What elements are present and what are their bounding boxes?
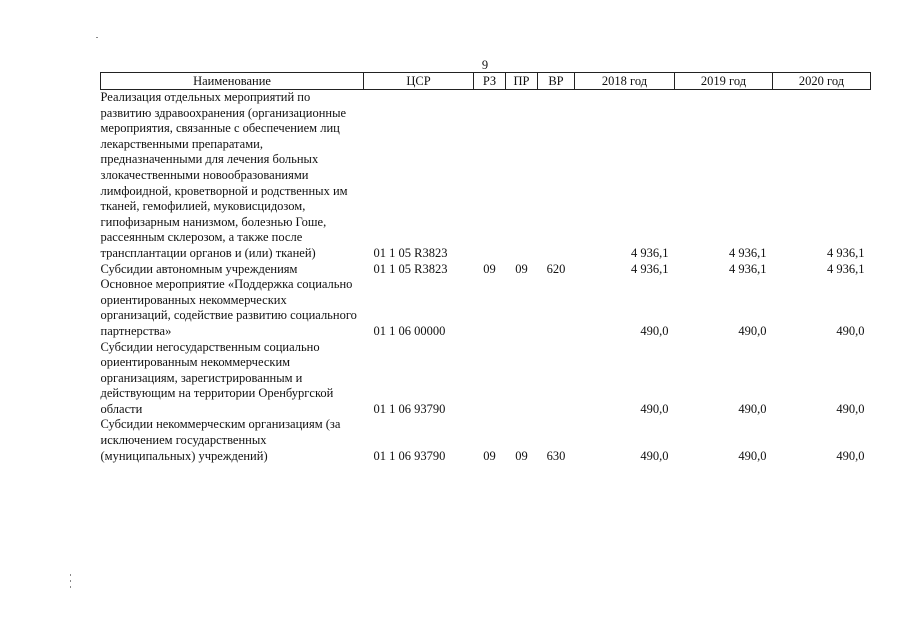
row-2020: 490,0	[836, 323, 865, 338]
table-row	[101, 277, 871, 339]
row-pr	[506, 340, 538, 418]
row-2018: 4 936,1	[631, 245, 669, 260]
header-name: Наименование	[101, 73, 364, 90]
row-2018: 490,0	[640, 448, 669, 463]
table-row	[101, 340, 871, 418]
row-name: Субсидии некоммерческим организациям (за исключением государственных (муниципальных) учреждений)	[100, 417, 341, 463]
header-2019: 2019 год	[675, 73, 773, 90]
row-rz	[474, 340, 506, 418]
row-rz	[474, 90, 506, 262]
row-vr: 630	[546, 448, 566, 463]
row-vr	[538, 277, 575, 339]
table-row	[101, 417, 871, 464]
row-csr: 01 1 06 93790	[373, 401, 446, 416]
row-2020: 490,0	[836, 448, 865, 463]
header-vr: ВР	[538, 73, 575, 90]
scan-speck	[70, 574, 71, 576]
row-2020: 4 936,1	[827, 261, 865, 276]
row-csr: 01 1 05 R3823	[373, 245, 448, 260]
row-2019: 490,0	[738, 323, 767, 338]
row-csr: 01 1 06 00000	[373, 323, 446, 338]
row-rz	[474, 277, 506, 339]
row-pr	[506, 277, 538, 339]
scan-speck	[70, 586, 71, 588]
row-rz: 09	[483, 261, 496, 276]
row-2019: 490,0	[738, 448, 767, 463]
header-pr: ПР	[506, 73, 538, 90]
row-vr	[538, 90, 575, 262]
header-csr: ЦСР	[364, 73, 474, 90]
scan-speck	[96, 37, 98, 38]
row-rz: 09	[483, 448, 496, 463]
table-header-row	[101, 73, 871, 90]
row-2019: 4 936,1	[729, 245, 767, 260]
row-pr: 09	[515, 448, 528, 463]
row-name: Основное мероприятие «Поддержка социально ориентированных некоммерческих организаций, содействие развитию социального партнерства»	[100, 277, 357, 338]
page-number: 9	[481, 58, 489, 72]
row-2018: 490,0	[640, 401, 669, 416]
budget-table	[100, 72, 871, 464]
row-vr: 620	[546, 261, 566, 276]
row-name: Субсидии автономным учреждениям	[100, 261, 298, 276]
row-2020: 4 936,1	[827, 245, 865, 260]
row-csr: 01 1 06 93790	[373, 448, 446, 463]
scan-speck	[70, 580, 71, 582]
header-2018: 2018 год	[575, 73, 675, 90]
header-rz: РЗ	[474, 73, 506, 90]
row-vr	[538, 340, 575, 418]
row-pr: 09	[515, 261, 528, 276]
row-2018: 490,0	[640, 323, 669, 338]
table-row	[101, 262, 871, 278]
row-2020: 490,0	[836, 401, 865, 416]
row-2018: 4 936,1	[631, 261, 669, 276]
row-csr: 01 1 05 R3823	[373, 261, 448, 276]
row-name: Реализация отдельных мероприятий по развитию здравоохранения (организационные мероприятия, связанные с обеспечением лиц лекарственными препаратами, предназначенными для лечения больных злокачественными новообразованиями лимфоидной, кроветворной и родственных им тканей, гемофилией, муковисцидозом, гипофизарным нанизмом, болезнью Гоше, рассеянным склерозом, а также после трансплантации органов и (или) тканей)	[100, 90, 348, 260]
table-row	[101, 90, 871, 262]
row-pr	[506, 90, 538, 262]
row-2019: 490,0	[738, 401, 767, 416]
row-name: Субсидии негосударственным социально ориентированным некоммерческим организациям, зарегистрированным и действующим на территории Оренбургской области	[100, 339, 334, 416]
row-2019: 4 936,1	[729, 261, 767, 276]
header-2020: 2020 год	[773, 73, 871, 90]
